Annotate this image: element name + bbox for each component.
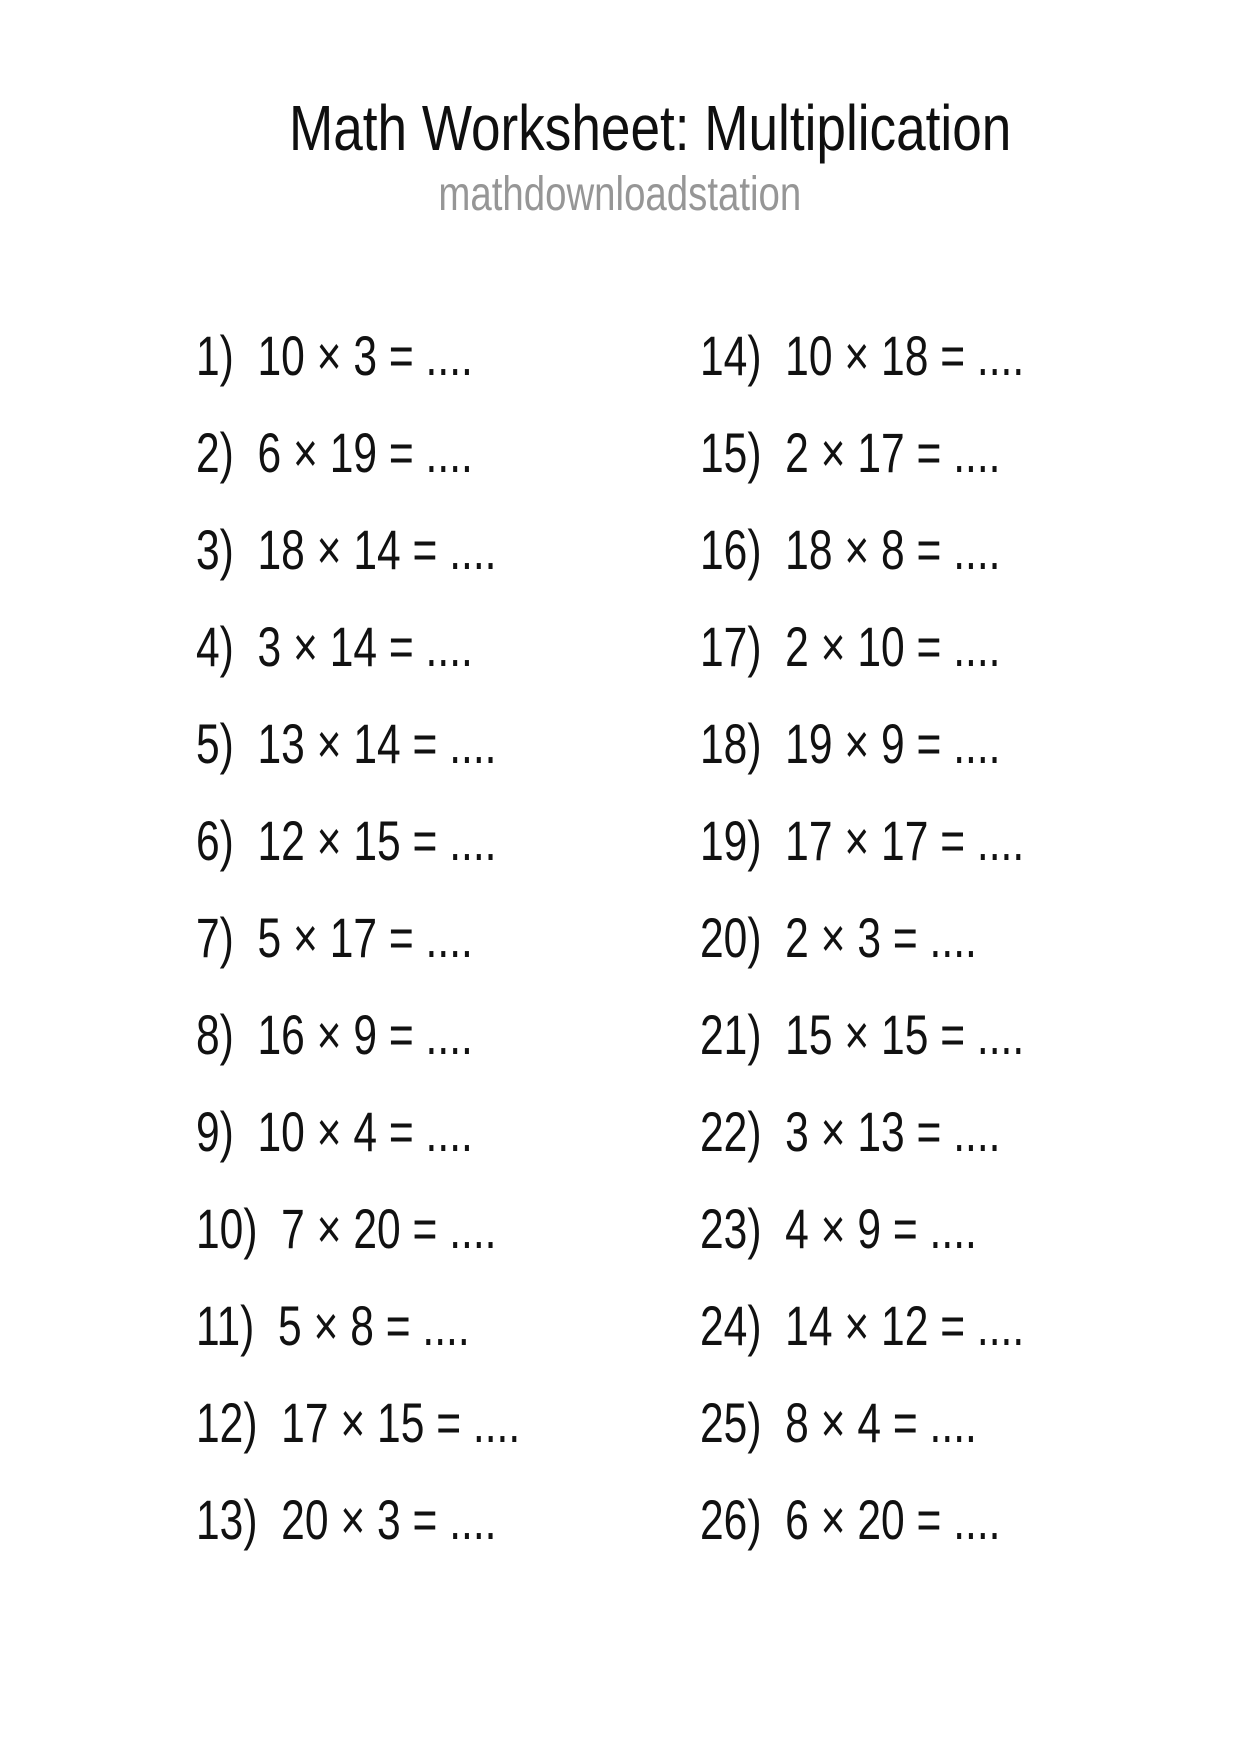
problem-row bbox=[196, 1083, 700, 1180]
answer-blank: .... bbox=[449, 1196, 497, 1260]
factor-a: 3 bbox=[785, 1099, 809, 1163]
answer-blank: .... bbox=[929, 905, 977, 969]
problem-number: 22) bbox=[700, 1099, 762, 1163]
equals-sign: = bbox=[388, 614, 414, 678]
problem-row bbox=[700, 1180, 1204, 1277]
equals-sign: = bbox=[916, 614, 942, 678]
problem-row bbox=[196, 1277, 700, 1374]
factor-a: 19 bbox=[785, 711, 833, 775]
equals-sign: = bbox=[412, 1487, 438, 1551]
factor-b: 17 bbox=[329, 905, 378, 969]
multiply-sign: × bbox=[313, 1293, 339, 1357]
factor-b: 10 bbox=[857, 614, 905, 678]
factor-b: 18 bbox=[881, 323, 929, 387]
equals-sign: = bbox=[412, 711, 438, 775]
problem-row bbox=[196, 1471, 700, 1568]
factor-a: 10 bbox=[785, 323, 833, 387]
factor-b: 9 bbox=[857, 1196, 882, 1260]
problems-grid bbox=[0, 307, 1240, 1568]
problem-text bbox=[196, 889, 473, 986]
factor-b: 14 bbox=[329, 614, 378, 678]
factor-b: 20 bbox=[353, 1196, 401, 1260]
problem-text bbox=[196, 695, 497, 792]
problem-text bbox=[196, 986, 473, 1083]
multiply-sign: × bbox=[316, 808, 342, 872]
factor-a: 17 bbox=[785, 808, 833, 872]
page-subtitle-text: mathdownloadstation bbox=[438, 168, 802, 222]
problem-number: 24) bbox=[700, 1293, 762, 1357]
problem-text bbox=[700, 307, 1024, 404]
page-subtitle bbox=[0, 170, 1240, 220]
factor-a: 2 bbox=[785, 614, 809, 678]
factor-a: 18 bbox=[257, 517, 305, 581]
factor-b: 3 bbox=[353, 323, 378, 387]
answer-blank: .... bbox=[953, 614, 1001, 678]
problem-number: 2) bbox=[196, 420, 234, 484]
problem-text bbox=[196, 1083, 473, 1180]
problem-number: 7) bbox=[196, 905, 234, 969]
answer-blank: .... bbox=[449, 711, 497, 775]
answer-blank: .... bbox=[976, 1002, 1025, 1066]
answer-blank: .... bbox=[953, 420, 1001, 484]
factor-b: 8 bbox=[350, 1293, 374, 1357]
answer-blank: .... bbox=[425, 323, 473, 387]
answer-blank: .... bbox=[422, 1293, 470, 1357]
factor-b: 17 bbox=[857, 420, 905, 484]
problem-number: 6) bbox=[196, 808, 234, 872]
problem-row bbox=[700, 501, 1204, 598]
problem-row bbox=[700, 1471, 1204, 1568]
problem-text bbox=[700, 1277, 1024, 1374]
equals-sign: = bbox=[388, 420, 414, 484]
problem-text bbox=[196, 1180, 497, 1277]
answer-blank: .... bbox=[449, 808, 497, 872]
factor-b: 3 bbox=[377, 1487, 401, 1551]
factor-a: 18 bbox=[785, 517, 833, 581]
problem-text bbox=[700, 1083, 1001, 1180]
problem-number: 1) bbox=[196, 323, 234, 387]
problem-row bbox=[196, 1374, 700, 1471]
multiply-sign: × bbox=[340, 1487, 366, 1551]
problem-number: 16) bbox=[700, 517, 762, 581]
multiply-sign: × bbox=[316, 517, 342, 581]
problem-text bbox=[196, 501, 497, 598]
problem-number: 18) bbox=[700, 711, 762, 775]
problem-number: 25) bbox=[700, 1390, 762, 1454]
factor-b: 3 bbox=[857, 905, 882, 969]
factor-a: 5 bbox=[257, 905, 282, 969]
problem-number: 26) bbox=[700, 1487, 762, 1551]
problem-row bbox=[196, 404, 700, 501]
factor-a: 8 bbox=[785, 1390, 809, 1454]
factor-a: 6 bbox=[257, 420, 282, 484]
problem-number: 21) bbox=[700, 1002, 762, 1066]
problem-number: 5) bbox=[196, 711, 234, 775]
equals-sign: = bbox=[385, 1293, 411, 1357]
problem-row bbox=[700, 1374, 1204, 1471]
answer-blank: .... bbox=[472, 1390, 521, 1454]
problem-row bbox=[700, 598, 1204, 695]
problem-text bbox=[196, 598, 473, 695]
problem-row bbox=[196, 986, 700, 1083]
page-title-text: Math Worksheet: Multiplication bbox=[288, 92, 1012, 164]
problem-number: 17) bbox=[700, 614, 762, 678]
equals-sign: = bbox=[940, 808, 966, 872]
equals-sign: = bbox=[412, 1196, 438, 1260]
answer-blank: .... bbox=[976, 323, 1025, 387]
factor-b: 4 bbox=[857, 1390, 882, 1454]
factor-a: 15 bbox=[785, 1002, 833, 1066]
answer-blank: .... bbox=[953, 1487, 1001, 1551]
problem-row bbox=[700, 792, 1204, 889]
multiply-sign: × bbox=[844, 808, 870, 872]
problem-row bbox=[700, 1277, 1204, 1374]
multiply-sign: × bbox=[316, 1196, 342, 1260]
factor-b: 14 bbox=[353, 517, 401, 581]
equals-sign: = bbox=[940, 1293, 966, 1357]
factor-a: 5 bbox=[278, 1293, 302, 1357]
answer-blank: .... bbox=[425, 614, 473, 678]
equals-sign: = bbox=[892, 1196, 918, 1260]
factor-a: 6 bbox=[785, 1487, 809, 1551]
equals-sign: = bbox=[916, 517, 942, 581]
factor-b: 15 bbox=[377, 1390, 425, 1454]
problem-text bbox=[700, 501, 1001, 598]
problem-text bbox=[700, 1180, 977, 1277]
factor-a: 14 bbox=[785, 1293, 833, 1357]
multiply-sign: × bbox=[844, 711, 870, 775]
multiply-sign: × bbox=[316, 1099, 342, 1163]
equals-sign: = bbox=[388, 323, 414, 387]
answer-blank: .... bbox=[976, 808, 1025, 872]
problem-text bbox=[700, 1374, 977, 1471]
problem-row bbox=[700, 889, 1204, 986]
answer-blank: .... bbox=[953, 517, 1001, 581]
problem-number: 19) bbox=[700, 808, 762, 872]
problems-column-left bbox=[196, 307, 700, 1568]
problem-number: 10) bbox=[196, 1196, 258, 1260]
factor-a: 4 bbox=[785, 1196, 809, 1260]
equals-sign: = bbox=[412, 517, 438, 581]
answer-blank: .... bbox=[425, 1002, 473, 1066]
equals-sign: = bbox=[940, 323, 966, 387]
problem-number: 4) bbox=[196, 614, 234, 678]
multiply-sign: × bbox=[820, 905, 846, 969]
answer-blank: .... bbox=[953, 1099, 1001, 1163]
multiply-sign: × bbox=[820, 1487, 846, 1551]
problem-text bbox=[700, 598, 1001, 695]
equals-sign: = bbox=[388, 905, 414, 969]
problem-text bbox=[196, 307, 473, 404]
problem-text bbox=[196, 1471, 497, 1568]
factor-a: 20 bbox=[281, 1487, 329, 1551]
factor-a: 13 bbox=[257, 711, 305, 775]
factor-b: 14 bbox=[353, 711, 401, 775]
multiply-sign: × bbox=[844, 1002, 870, 1066]
factor-b: 15 bbox=[881, 1002, 929, 1066]
problems-column-right bbox=[700, 307, 1204, 1568]
factor-b: 13 bbox=[857, 1099, 905, 1163]
factor-b: 15 bbox=[353, 808, 401, 872]
multiply-sign: × bbox=[316, 711, 342, 775]
problem-text bbox=[700, 792, 1024, 889]
problem-number: 9) bbox=[196, 1099, 234, 1163]
factor-b: 4 bbox=[353, 1099, 378, 1163]
answer-blank: .... bbox=[425, 1099, 473, 1163]
worksheet-header bbox=[0, 0, 1240, 221]
multiply-sign: × bbox=[316, 1002, 342, 1066]
problem-row bbox=[196, 598, 700, 695]
problem-row bbox=[196, 695, 700, 792]
problem-text bbox=[196, 404, 473, 501]
equals-sign: = bbox=[436, 1390, 462, 1454]
problem-number: 12) bbox=[196, 1390, 258, 1454]
answer-blank: .... bbox=[929, 1196, 977, 1260]
problem-number: 3) bbox=[196, 517, 234, 581]
problem-row bbox=[700, 986, 1204, 1083]
answer-blank: .... bbox=[976, 1293, 1025, 1357]
multiply-sign: × bbox=[844, 1293, 870, 1357]
answer-blank: .... bbox=[929, 1390, 977, 1454]
equals-sign: = bbox=[892, 905, 918, 969]
multiply-sign: × bbox=[844, 323, 870, 387]
equals-sign: = bbox=[412, 808, 438, 872]
answer-blank: .... bbox=[425, 420, 473, 484]
factor-b: 19 bbox=[329, 420, 378, 484]
factor-a: 10 bbox=[257, 1099, 305, 1163]
factor-a: 16 bbox=[257, 1002, 305, 1066]
problem-text bbox=[196, 792, 497, 889]
equals-sign: = bbox=[916, 1487, 942, 1551]
answer-blank: .... bbox=[449, 1487, 497, 1551]
problem-text bbox=[196, 1277, 470, 1374]
problem-row bbox=[196, 792, 700, 889]
problem-row bbox=[700, 695, 1204, 792]
problem-number: 8) bbox=[196, 1002, 234, 1066]
factor-a: 7 bbox=[281, 1196, 305, 1260]
problem-row bbox=[196, 307, 700, 404]
problem-text bbox=[700, 1471, 1001, 1568]
problem-row bbox=[700, 307, 1204, 404]
multiply-sign: × bbox=[293, 420, 318, 484]
factor-b: 17 bbox=[881, 808, 929, 872]
problem-number: 15) bbox=[700, 420, 762, 484]
answer-blank: .... bbox=[425, 905, 473, 969]
factor-a: 2 bbox=[785, 420, 809, 484]
equals-sign: = bbox=[892, 1390, 918, 1454]
factor-b: 9 bbox=[881, 711, 905, 775]
equals-sign: = bbox=[916, 711, 942, 775]
multiply-sign: × bbox=[820, 614, 846, 678]
equals-sign: = bbox=[940, 1002, 966, 1066]
equals-sign: = bbox=[388, 1002, 414, 1066]
equals-sign: = bbox=[916, 1099, 942, 1163]
factor-a: 12 bbox=[257, 808, 305, 872]
multiply-sign: × bbox=[316, 323, 342, 387]
problem-text bbox=[196, 1374, 520, 1471]
factor-b: 8 bbox=[881, 517, 905, 581]
equals-sign: = bbox=[388, 1099, 414, 1163]
multiply-sign: × bbox=[293, 905, 318, 969]
multiply-sign: × bbox=[820, 1196, 846, 1260]
problem-text bbox=[700, 404, 1001, 501]
factor-b: 20 bbox=[857, 1487, 905, 1551]
page-title bbox=[0, 92, 1240, 164]
factor-a: 2 bbox=[785, 905, 809, 969]
problem-number: 11) bbox=[196, 1293, 255, 1357]
problem-number: 20) bbox=[700, 905, 762, 969]
problem-row bbox=[700, 404, 1204, 501]
problem-row bbox=[196, 501, 700, 598]
multiply-sign: × bbox=[820, 1390, 846, 1454]
answer-blank: .... bbox=[449, 517, 497, 581]
multiply-sign: × bbox=[844, 517, 870, 581]
problem-text bbox=[700, 889, 977, 986]
problem-number: 14) bbox=[700, 323, 762, 387]
answer-blank: .... bbox=[953, 711, 1001, 775]
problem-number: 13) bbox=[196, 1487, 258, 1551]
factor-a: 3 bbox=[257, 614, 282, 678]
problem-number: 23) bbox=[700, 1196, 762, 1260]
equals-sign: = bbox=[916, 420, 942, 484]
problem-text bbox=[700, 986, 1024, 1083]
multiply-sign: × bbox=[293, 614, 318, 678]
multiply-sign: × bbox=[820, 420, 846, 484]
factor-b: 9 bbox=[353, 1002, 378, 1066]
problem-row bbox=[700, 1083, 1204, 1180]
problem-text bbox=[700, 695, 1001, 792]
factor-a: 10 bbox=[257, 323, 305, 387]
multiply-sign: × bbox=[340, 1390, 366, 1454]
problem-row bbox=[196, 889, 700, 986]
problem-row bbox=[196, 1180, 700, 1277]
factor-b: 12 bbox=[881, 1293, 929, 1357]
multiply-sign: × bbox=[820, 1099, 846, 1163]
factor-a: 17 bbox=[281, 1390, 329, 1454]
